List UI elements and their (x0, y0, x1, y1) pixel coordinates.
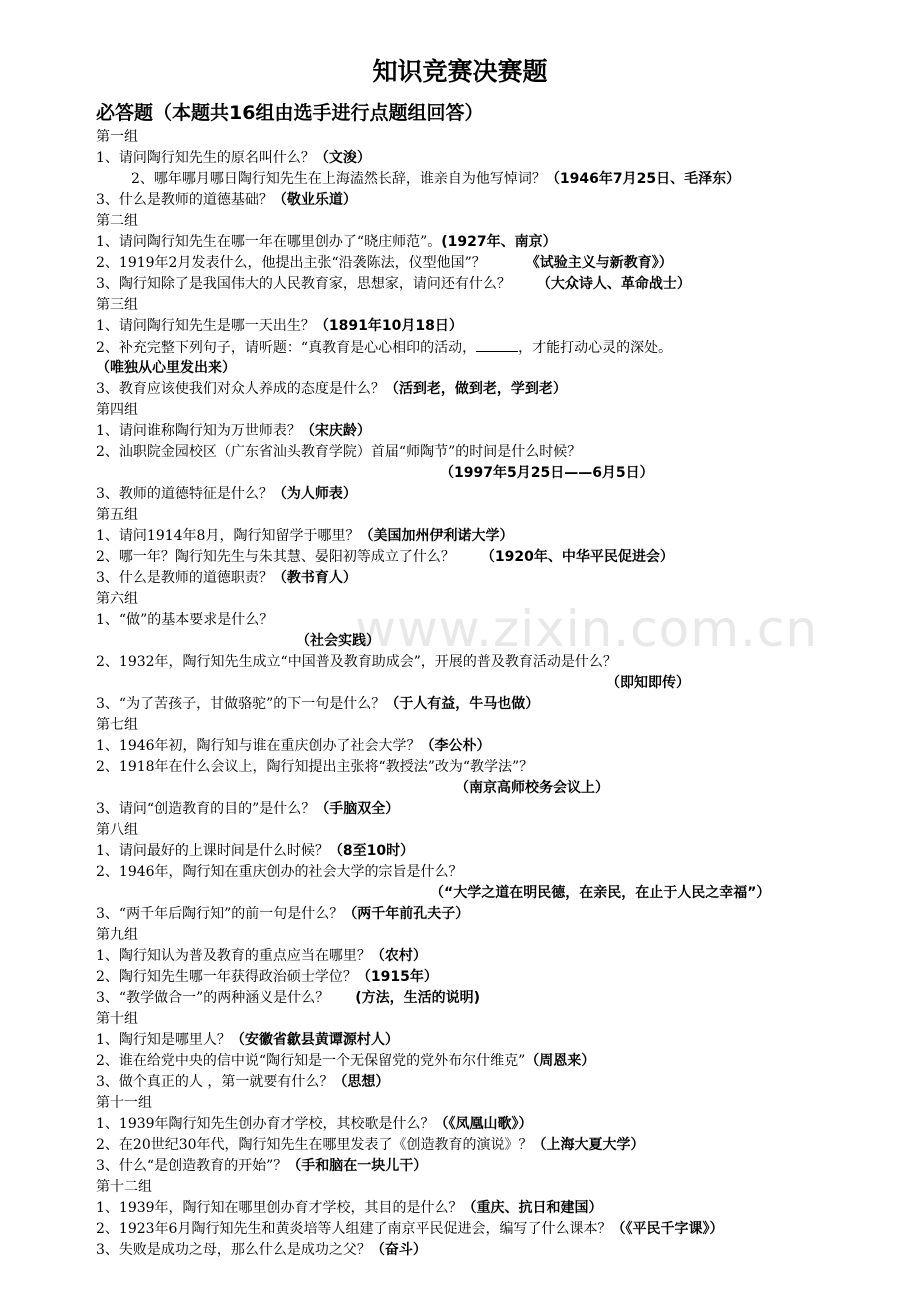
line: （1997年5月25日——6月5日） (440, 465, 654, 481)
line: （唯独从心里发出来） (96, 360, 236, 376)
line: 第二组 (96, 213, 138, 229)
line: 3、失败是成功之母，那么什么是成功之父？（奋斗） (96, 1242, 427, 1258)
line: 1、请问陶行知先生的原名叫什么？（文浚） (96, 150, 371, 166)
line: 1、1946年初，陶行知与谁在重庆创办了社会大学？（李公朴） (96, 738, 491, 754)
line: 3、什么是教师的道德职责？（教书育人） (96, 570, 357, 586)
line: 3、“为了苦孩子，甘做骆驼”的下一句是什么？（于人有益，牛马也做） (96, 696, 540, 712)
line: （社会实践） (296, 633, 380, 649)
line: 1、请问陶行知先生在哪一年在哪里创办了“晓庄师范”。(1927年、南京） (96, 234, 557, 250)
line: 3、教师的道德特征是什么？（为人师表） (96, 486, 357, 502)
line: 3、“两千年后陶行知”的前一句是什么？（两千年前孔夫子） (96, 906, 470, 922)
line: 1、陶行知是哪里人？（安徽省歙县黄谭源村人） (96, 1032, 399, 1048)
watermark: www.zixin.com.cn (355, 600, 819, 658)
line: 2、1919年2月发表什么，他提出主张“沿袭陈法，仪型他国”？ 《试验主义与新教育》） (96, 255, 673, 271)
line: 3、“教学做合一”的两种涵义是什么？ (方法，生活的说明) (96, 990, 481, 1006)
line: 第十二组 (96, 1179, 152, 1195)
line: 第四组 (96, 402, 138, 418)
section-subtitle: 必答题（本题共16组由选手进行点题组回答） (96, 102, 484, 124)
line: 2、陶行知先生哪一年获得政治硕士学位？（1915年） (96, 969, 438, 985)
line: 2、补充完整下列句子，请听题：“真教育是心心相印的活动， ，才能打动心灵的深处。 (96, 337, 672, 358)
line: 2、谁在给党中央的信中说“陶行知是一个无保留党的党外布尔什维克”（周恩来） (96, 1053, 596, 1069)
line: 1、请问1914年8月，陶行知留学于哪里？（美国加州伊利诺大学） (96, 528, 514, 544)
line: 1、请问最好的上课时间是什么时候？（8至10时） (96, 843, 415, 859)
line: 2、汕职院金园校区（广东省汕头教育学院）首届“师陶节”的时间是什么时候？ (96, 444, 582, 460)
line: 1、“做”的基本要求是什么？ (96, 612, 274, 628)
line: 第三组 (96, 297, 138, 313)
line: 2、1946年，陶行知在重庆创办的社会大学的宗旨是什么？ (96, 864, 463, 880)
line: 3、什么是教师的道德基础？（敬业乐道） (96, 192, 357, 208)
line: 3、请问“创造教育的目的”是什么？（手脑双全） (96, 801, 400, 817)
line: （“大学之道在明民德，在亲民，在止于人民之幸福”） (430, 885, 771, 901)
line: 1、请问谁称陶行知为万世师表？（宋庆龄） (96, 423, 371, 439)
line: （南京高师校务会议上） (455, 780, 609, 796)
line: 第十一组 (96, 1095, 152, 1111)
line: 2、哪年哪月哪日陶行知先生在上海溘然长辞，谁亲自为他写悼词？（1946年7月25日、毛泽东） (131, 171, 741, 187)
line: 第九组 (96, 927, 138, 943)
line: 3、什么“是创造教育的开始”？（手和脑在一块儿干） (96, 1158, 428, 1174)
line: 第十组 (96, 1011, 138, 1027)
line: 第八组 (96, 822, 138, 838)
line: 第六组 (96, 591, 138, 607)
line: 1、1939年陶行知先生创办育才学校，其校歌是什么？（《凤凰山歌》） (96, 1116, 533, 1132)
line: （即知即传） (606, 675, 690, 691)
line: 1、请问陶行知先生是哪一天出生？（1891年10月18日） (96, 318, 463, 334)
line: 2、1923年6月陶行知先生和黄炎培等人组建了南京平民促进会，编写了什么课本？（《平民千字课》） (96, 1221, 724, 1237)
line: 2、哪一年？陶行知先生与朱其慧、晏阳初等成立了什么？ （1920年、中华平民促进会） (96, 549, 674, 565)
line: 2、在20世纪30年代，陶行知先生在哪里发表了《创造教育的演说》？（上海大夏大学） (96, 1137, 645, 1153)
line: 第五组 (96, 507, 138, 523)
line: 3、教育应该使我们对众人养成的态度是什么？（活到老，做到老，学到老） (96, 381, 567, 397)
line: 3、陶行知除了是我国伟大的人民教育家，思想家，请问还有什么？ （大众诗人、革命战士） (96, 276, 691, 292)
line: 3、做个真正的人 ，第一就要有什么？（思想） (96, 1074, 390, 1090)
line: 2、1932年，陶行知先生成立“中国普及教育助成会”，开展的普及教育活动是什么？ (96, 654, 617, 670)
line: 2、1918年在什么会议上，陶行知提出主张将“教授法”改为“教学法”？ (96, 759, 534, 775)
line: 第一组 (96, 129, 138, 145)
line: 1、陶行知认为普及教育的重点应当在哪里？（农村） (96, 948, 427, 964)
line: 第七组 (96, 717, 138, 733)
fill-blank (476, 337, 518, 352)
line: 1、1939年，陶行知在哪里创办育才学校，其目的是什么？（重庆、抗日和建国） (96, 1200, 603, 1216)
page-title: 知识竞赛决赛题 (372, 57, 548, 86)
